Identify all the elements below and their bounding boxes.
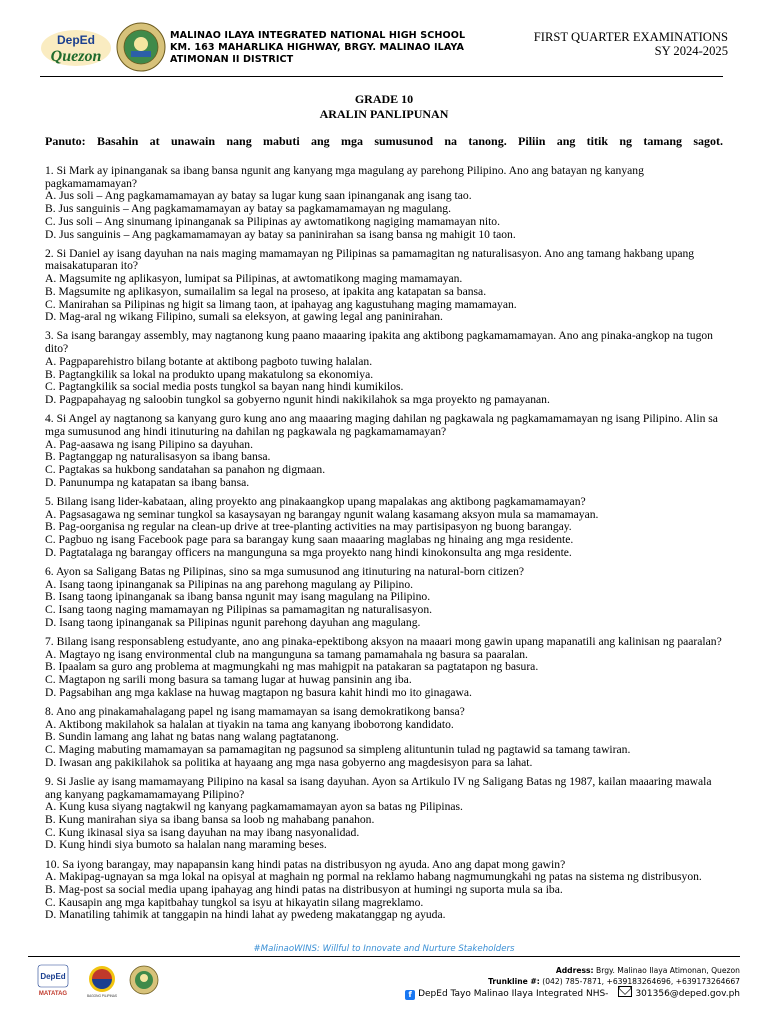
choice-c: C. Maging mabuting mamamayan sa pamamagitan ng pagsunod sa simpleng alituntunin tulad ng pagtawid sa tamang tawiran. [45,743,631,757]
subject-title: ARALIN PANLIPUNAN [319,107,449,121]
bagong-pilipinas-text: BAGONG PILIPINAS [86,994,118,998]
choice-d: D. Panunumpa ng katapatan sa ibang bansa. [45,475,250,489]
question-item [45,566,725,630]
question-stem: 9. Si Jaslie ay isang mamamayang Pilipino na kasal sa isang dayuhan. Ayon sa Artikulo IV ng Saligang Batas ng 1987, kailan maaaring mawala ang kanyang pagkamamamayang Pilipino? [45,774,712,801]
school-year: SY 2024-2025 [654,44,728,58]
trunkline-label: Trunkline #: [488,976,540,986]
choice-a: A. Aktibong makilahok sa halalan at tiyakin na tama ang kanyang iboboтong kandidato. [45,717,454,731]
choice-c: C. Kung ikinasal siya sa isang dayuhan na may ibang nasyonalidad. [45,825,360,839]
grade-title: GRADE 10 [354,92,414,106]
question-stem: 3. Sa isang barangay assembly, may nagtanong kung paano maaaring ipakita ang aktibong pagkamamamayan. Ano ang pinaka-angkop na tugon dito? [45,329,713,356]
deped-logo-text: DepEd [56,33,96,47]
choice-c: C. Pagtakas sa hukbong sandatahan sa panahon ng digmaan. [45,462,326,476]
deped-matatag-logo [38,965,68,997]
choice-c: C. Magtapon ng sarili mong basura sa tamang lugar at huwag pansinin ang iba. [45,673,412,687]
question-item [45,496,725,560]
choice-a: A. Pagsasagawa ng seminar tungkol sa kasaysayan ng barangay ngunit walang kasamang aksyon mula sa mamamayan. [45,507,599,521]
choice-b: B. Isang taong ipinanganak sa ibang bansa ngunit may isang magulang na Pilipino. [45,590,431,604]
bagong-pilipinas-logo [87,966,117,998]
question-stem: 2. Si Daniel ay isang dayuhan na nais maging mamamayan ng Pilipinas sa pamamagitan ng naturalisasyon. Ano ang tamang hakbang upang maisakatuparan ito? [45,246,695,273]
choice-b: B. Pagtanggap ng naturalisasyon sa ibang bansa. [45,450,271,464]
choice-b: B. Kung manirahan siya sa ibang bansa sa loob ng mahabang panahon. [45,813,375,827]
choice-a: A. Pag-aasawa ng isang Pilipino sa dayuhan. [45,437,254,451]
school-address: KM. 163 MAHARLIKA HIGHWAY, BRGY. MALINAO ILAYA [170,42,465,53]
choice-b: B. Jus sanguinis – Ang pagkamamamayan ay batay sa pagkamamamayan ng magulang. [45,202,452,216]
choice-c: C. Manirahan sa Pilipinas ng higit sa limang taon, at ipahayag ang kagustuhang maging mamamayan. [45,297,517,311]
choice-d: D. Iwasan ang pakikilahok sa politika at hayaang ang mga nasa gobyerno ang magdesisyon para sa lahat. [45,755,533,769]
footer-school-seal [130,966,158,994]
footer-contact [488,966,740,987]
choice-c: C. Pagbuo ng isang Facebook page para sa barangay kung saan maaaring maglabas ng hinaing ang mga residente. [45,532,574,546]
social-row [405,986,740,1000]
question-stem: 7. Bilang isang responsableng estudyante, ano ang pinaka-epektibong aksyon na maaari mong gawin upang mapanatili ang kalinisan ng paaralan? [45,634,722,648]
quezon-logo-text: Quezon [50,48,102,65]
question-stem: 4. Si Angel ay nagtanong sa kanyang guro kung ano ang maaaring maging dahilan ng pagkawala ng pagkamamamayan ng isang Pilipino. Alin sa mga sumusunod ang hindi itinuturing na dahilan ng pagkawala ng pagkamamamayan? [45,412,718,438]
school-info [170,30,465,66]
choice-a: A. Kung kusa siyang nagtakwil ng kanyang pagkamamamayan ayon sa batas ng Pilipinas. [45,800,463,814]
choice-d: D. Isang taong ipinanganak sa Pilipinas ngunit parehong dayuhan ang magulang. [45,615,421,629]
footer-divider [28,956,740,957]
choice-a: A. Jus soli – Ang pagkamamamayan ay batay sa lugar kung saan ipinanganak ang isang tao. [45,189,472,203]
facebook-page[interactable]: DepEd Tayo Malinao Ilaya Integrated NHS- [418,989,609,999]
choice-a: A. Makipag-ugnayan sa mga lokal na opisyal at maghain ng pormal na reklamo habang nagmumungkahi ng patas na sistema ng distribusyon. [45,870,702,884]
school-name: MALINAO ILAYA INTEGRATED NATIONAL HIGH SCHOOL [170,30,466,41]
document-header [40,22,728,76]
choice-d: D. Pagsabihan ang mga kaklase na huwag magtapon ng basura kahit hindi mo ito ginagawa. [45,685,472,699]
school-seal-logo [116,22,166,72]
question-item [45,413,725,489]
question-item [45,165,725,241]
question-stem: 6. Ayon sa Saligang Batas ng Pilipinas, sino sa mga sumusunod ang itinuturing na natural-born citizen? [45,564,525,578]
footer-deped-text: DepEd [40,972,66,981]
choice-d: D. Kung hindi siya bumoto sa halalan nang maraming beses. [45,838,327,852]
choice-d: D. Jus sanguinis – Ang pagkamamamayan ay batay sa paninirahan sa isang bansa ng mahigit 10 taon. [45,227,516,241]
choice-d: D. Mag-aral ng wikang Filipino, sumali sa eleksyon, at gawing legal ang paninirahan. [45,310,443,324]
choice-b: B. Ipaalam sa guro ang problema at magmungkahi ng mas mahigpit na patakaran sa pagtatapon ng basura. [45,660,539,674]
choice-b: B. Pag-oorganisa ng regular na clean-up drive at tree-planting activities na may partisipasyon ng buong barangay. [45,520,572,534]
choice-c: C. Jus soli – Ang sinumang ipinanganak sa Pilipinas ay awtomatikong nagiging mamamayan nito. [45,214,501,228]
school-motto: #MalinaoWINS: Willful to Innovate and Nurture Stakeholders [253,944,515,954]
deped-quezon-logo [40,28,112,68]
email-icon [618,986,632,997]
question-stem: 1. Si Mark ay ipinanganak sa ibang bansa ngunit ang kanyang mga magulang ay parehong Pilipino. Ano ang batayan ng kanyang pagkamamamayan? [45,164,644,190]
address-line [488,966,740,977]
question-item [45,776,725,852]
choice-b: B. Pagtangkilik sa lokal na produkto upang makatulong sa ekonomiya. [45,367,374,381]
exam-title: FIRST QUARTER EXAMINATIONS [533,30,728,44]
exam-info [534,30,728,58]
choice-d: D. Pagtatalaga ng barangay officers na mangunguna sa mga proyekto nang hindi kinokonsulta ang mga residente. [45,545,572,559]
choice-b: B. Sundin lamang ang lahat ng batas nang walang pagtatanong. [45,730,339,744]
trunkline-value: (042) 785-7871, +639183264696, +639173264667 [542,976,740,986]
question-list [45,165,725,929]
choice-b: B. Mag-post sa social media upang ipahayag ang hindi patas na distribusyon at humingi ng suporta mula sa iba. [45,883,563,897]
question-stem: 10. Sa iyong barangay, may napapansin kang hindi patas na distribusyon ng ayuda. Ano ang dapat mong gawin? [45,857,566,871]
address-value: Brgy. Malinao Ilaya Atimonan, Quezon [596,966,740,975]
choice-c: C. Kausapin ang mga kapitbahay tungkol sa isyu at hikayatin silang magreklamo. [45,895,424,909]
question-item [45,636,725,700]
choice-d: D. Manatiling tahimik at tanggapin na hindi lahat ay pwedeng makatanggap ng ayuda. [45,908,446,922]
question-item [45,706,725,770]
choice-d: D. Pagpapahayag ng saloobin tungkol sa gobyerno ngunit hindi nakikilahok sa mga proyekto ng pamayanan. [45,392,550,406]
choice-a: A. Pagpaparehistro bilang botante at aktibong pagboto tuwing halalan. [45,354,373,368]
school-district: ATIMONAN II DISTRICT [170,54,294,65]
question-stem: 5. Bilang isang lider-kabataan, aling proyekto ang pinakaangkop upang mapalakas ang aktibong pagkamamamayan? [45,494,586,508]
question-item [45,330,725,406]
question-item [45,859,725,923]
address-label: Address: [555,966,594,975]
question-item [45,248,725,324]
choice-c: C. Pagtangkilik sa social media posts tungkol sa bayan nang hindi kumikilos. [45,380,404,394]
question-stem: 8. Ano ang pinakamahalagang papel ng isang mamamayan sa isang demokratikong bansa? [45,704,465,718]
matatag-text: MATATAG [38,991,68,997]
email-address[interactable]: 301356@deped.gov.ph [635,989,740,999]
choice-c: C. Isang taong naging mamamayan ng Pilipinas sa pamamagitan ng naturalisasyon. [45,603,433,616]
choice-a: A. Magsumite ng aplikasyon, lumipat sa Pilipinas, at awtomatikong maging mamamayan. [45,272,463,286]
instructions: Panuto: Basahin at unawain nang mabuti ang mga sumusunod na tanong. Piliin ang titik ng tamang sagot. [45,134,723,148]
header-divider [40,76,723,77]
choice-b: B. Magsumite ng aplikasyon, sumailalim sa legal na proseso, at ipakita ang katapatan sa bansa. [45,284,487,298]
facebook-icon: f [405,990,415,1000]
choice-a: A. Magtayo ng isang environmental club na mangunguna sa tamang pamamahala ng basura sa paaralan. [45,647,528,661]
footer-logos [36,963,166,999]
choice-a: A. Isang taong ipinanganak sa Pilipinas na ang parehong magulang ay Pilipino. [45,577,414,591]
